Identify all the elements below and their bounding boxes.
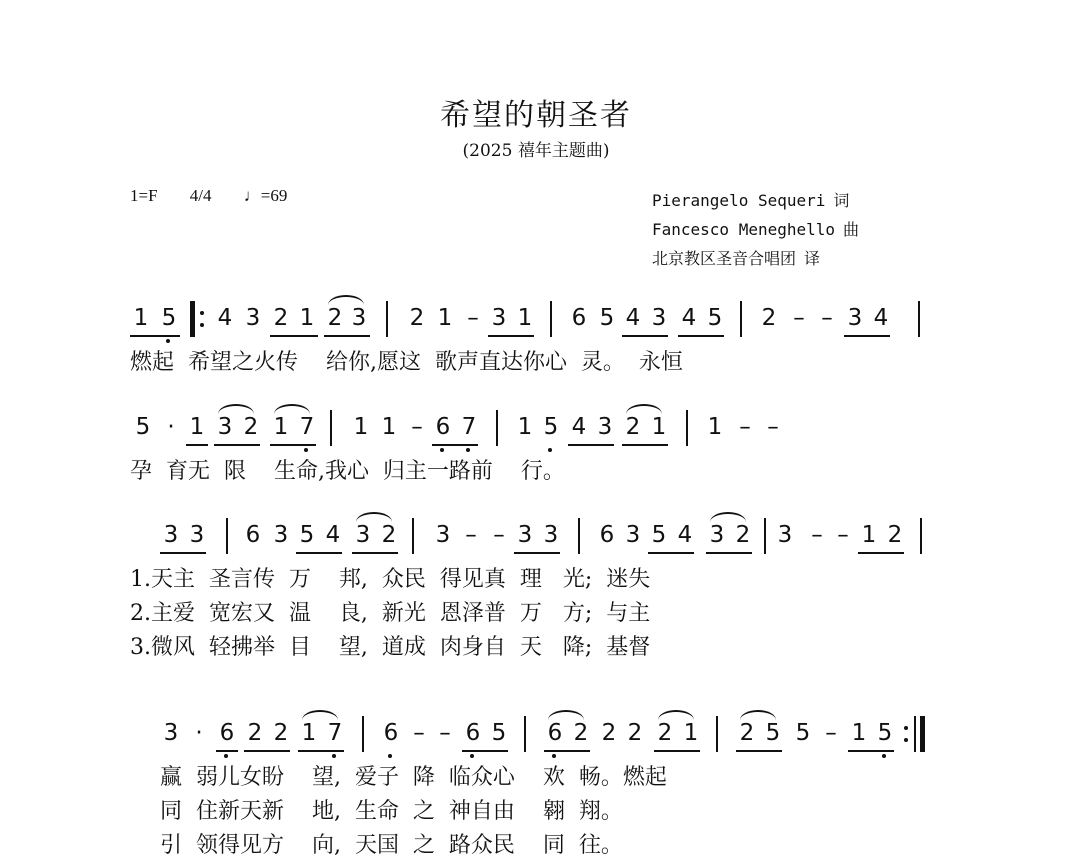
key-signature: 1=F: [130, 186, 158, 205]
note: 6: [383, 720, 399, 746]
low-dot: [304, 448, 308, 452]
note: 3: [491, 305, 507, 331]
note: 4: [217, 305, 233, 331]
notation-row-1: [0, 305, 1072, 345]
note: 2: [573, 720, 589, 746]
lyric-line-verse-2: 同 住新天新 地, 生命 之 神自由 翱 翔。: [160, 799, 623, 824]
note: 2: [247, 720, 263, 746]
barline: [686, 410, 688, 446]
note: 2: [627, 720, 643, 746]
underline: [622, 444, 668, 446]
note: 5: [599, 305, 615, 331]
note: 3: [651, 305, 667, 331]
note: 6: [219, 720, 235, 746]
underline: [654, 750, 700, 752]
repeat-dot: [200, 323, 204, 327]
note: –: [493, 522, 505, 548]
note: 1: [707, 414, 723, 440]
underline: [352, 552, 398, 554]
barline: [226, 518, 228, 554]
note: 3: [163, 522, 179, 548]
note: 1: [133, 305, 149, 331]
underline: [858, 552, 904, 554]
low-dot: [552, 754, 556, 758]
low-dot: [224, 754, 228, 758]
note: 6: [435, 414, 451, 440]
note: 2: [735, 522, 751, 548]
underline: [130, 335, 180, 337]
note: 3: [625, 522, 641, 548]
time-signature: 4/4: [189, 186, 212, 205]
note: 5: [491, 720, 507, 746]
note: –: [739, 414, 751, 440]
note: –: [411, 414, 423, 440]
repeat-barline: [190, 301, 195, 337]
lyric-line-verse-1: 赢 弱儿女盼 望, 爱子 降 临众心 欢 畅。燃起: [160, 765, 667, 790]
lyric-line: 燃起 希望之火传 给你,愿这 歌声直达你心 灵。 永恒: [130, 350, 683, 375]
note: –: [467, 305, 479, 331]
slur: [658, 710, 694, 720]
note: 3: [543, 522, 559, 548]
note: 1: [301, 720, 317, 746]
slur: [274, 404, 310, 414]
note: 2: [887, 522, 903, 548]
slur: [548, 710, 584, 720]
barline: [550, 301, 552, 337]
barline: [362, 716, 364, 752]
barline: [920, 518, 922, 554]
underline: [706, 552, 752, 554]
note: 4: [325, 522, 341, 548]
note: 5: [877, 720, 893, 746]
underline: [514, 552, 560, 554]
note: 2: [657, 720, 673, 746]
note: –: [439, 720, 451, 746]
underline: [296, 552, 342, 554]
note: 2: [409, 305, 425, 331]
repeat-dot: [200, 311, 204, 315]
note: 3: [217, 414, 233, 440]
note: 3: [435, 522, 451, 548]
underline: [848, 750, 894, 752]
underline: [244, 750, 290, 752]
underline: [160, 552, 206, 554]
low-dot: [470, 754, 474, 758]
note: 1: [683, 720, 699, 746]
slur: [626, 404, 662, 414]
note: 4: [625, 305, 641, 331]
notation-row-4: [0, 720, 1072, 760]
barline: [386, 301, 388, 337]
low-dot: [332, 754, 336, 758]
barline: [412, 518, 414, 554]
barline: [914, 716, 916, 752]
barline: [496, 410, 498, 446]
low-dot: [388, 754, 392, 758]
note: 3: [245, 305, 261, 331]
slur: [710, 512, 746, 522]
note: 2: [625, 414, 641, 440]
underline: [214, 444, 260, 446]
underline: [648, 552, 694, 554]
barline: [524, 716, 526, 752]
note: 5: [765, 720, 781, 746]
underline: [462, 750, 508, 752]
underline: [270, 444, 316, 446]
underline: [678, 335, 724, 337]
note: ·: [195, 720, 203, 746]
slur: [328, 295, 364, 305]
note: 6: [245, 522, 261, 548]
note: –: [837, 522, 849, 548]
note: 1: [353, 414, 369, 440]
credit-composer: Fancesco Meneghello 曲: [652, 220, 860, 239]
credits: [652, 186, 859, 273]
repeat-dot: [904, 726, 908, 730]
note: 4: [873, 305, 889, 331]
note: 1: [437, 305, 453, 331]
note: 1: [861, 522, 877, 548]
note: 2: [273, 720, 289, 746]
note: 3: [597, 414, 613, 440]
underline: [270, 335, 318, 337]
note: 3: [163, 720, 179, 746]
note: 1: [273, 414, 289, 440]
note: 7: [299, 414, 315, 440]
lyric-line-verse-2: 2.主爱 宽宏又 温 良, 新光 恩泽普 万 方; 与主: [130, 601, 651, 626]
credit-translator: 北京教区圣音合唱团 译: [652, 249, 821, 268]
note: 1: [517, 305, 533, 331]
underline: [844, 335, 890, 337]
slur: [356, 512, 392, 522]
note: 4: [681, 305, 697, 331]
low-dot: [548, 448, 552, 452]
repeat-end-barline: [920, 716, 925, 752]
repeat-dot: [904, 738, 908, 742]
note: 3: [355, 522, 371, 548]
low-dot: [882, 754, 886, 758]
notation-row-2: [0, 414, 1072, 454]
note: 3: [847, 305, 863, 331]
note: 2: [381, 522, 397, 548]
underline: [544, 750, 590, 752]
underline: [216, 750, 238, 752]
note: 5: [135, 414, 151, 440]
barline: [330, 410, 332, 446]
lyric-line-verse-3: 3.微风 轻拂举 目 望, 道成 肉身自 天 降; 基督: [130, 635, 651, 660]
low-dot: [466, 448, 470, 452]
note: –: [825, 720, 837, 746]
note: –: [811, 522, 823, 548]
note: ·: [167, 414, 175, 440]
note: 1: [517, 414, 533, 440]
slur: [302, 710, 338, 720]
lyric-line-verse-1: 1.天主 圣言传 万 邦, 众民 得见真 理 光; 迷失: [130, 567, 651, 592]
note: 1: [651, 414, 667, 440]
note: 6: [599, 522, 615, 548]
underline: [432, 444, 478, 446]
note: 5: [707, 305, 723, 331]
note: 7: [327, 720, 343, 746]
note: –: [793, 305, 805, 331]
note: 2: [601, 720, 617, 746]
credit-lyricist: Pierangelo Sequeri 词: [652, 191, 850, 210]
underline: [298, 750, 344, 752]
note: 1: [299, 305, 315, 331]
song-title: 希望的朝圣者: [440, 98, 632, 133]
lyric-line-verse-3: 引 领得见方 向, 天国 之 路众民 同 往。: [160, 833, 623, 858]
underline: [568, 444, 614, 446]
underline: [622, 335, 668, 337]
song-subtitle: (2025 禧年主题曲): [462, 141, 610, 161]
note: 6: [465, 720, 481, 746]
underline: [186, 444, 208, 446]
note: 2: [243, 414, 259, 440]
note: 6: [547, 720, 563, 746]
note: 5: [161, 305, 177, 331]
note: 2: [761, 305, 777, 331]
note: 2: [273, 305, 289, 331]
underline: [736, 750, 782, 752]
note: –: [767, 414, 779, 440]
score-meta: [130, 186, 315, 206]
note: 5: [299, 522, 315, 548]
note: 3: [777, 522, 793, 548]
note: –: [413, 720, 425, 746]
note: 3: [517, 522, 533, 548]
low-dot: [166, 339, 170, 343]
note: 1: [189, 414, 205, 440]
note: 1: [851, 720, 867, 746]
note: 3: [189, 522, 205, 548]
note: –: [465, 522, 477, 548]
barline: [716, 716, 718, 752]
underline: [488, 335, 534, 337]
note: 4: [571, 414, 587, 440]
note: 3: [273, 522, 289, 548]
note: –: [821, 305, 833, 331]
slur: [740, 710, 776, 720]
note: 3: [351, 305, 367, 331]
barline: [918, 301, 920, 337]
notation-row-3: [0, 522, 1072, 562]
underline: [324, 335, 370, 337]
note: 5: [795, 720, 811, 746]
note: 4: [677, 522, 693, 548]
note: 7: [461, 414, 477, 440]
barline: [740, 301, 742, 337]
note: 2: [739, 720, 755, 746]
barline: [764, 518, 766, 554]
note: 5: [651, 522, 667, 548]
note: 3: [709, 522, 725, 548]
note: 5: [543, 414, 559, 440]
note: 1: [381, 414, 397, 440]
barline: [578, 518, 580, 554]
low-dot: [440, 448, 444, 452]
note: 2: [327, 305, 343, 331]
lyric-line: 孕 育无 限 生命,我心 归主一路前 行。: [130, 459, 565, 484]
slur: [218, 404, 254, 414]
note: 6: [571, 305, 587, 331]
tempo-mark: ♩=69: [243, 186, 288, 205]
